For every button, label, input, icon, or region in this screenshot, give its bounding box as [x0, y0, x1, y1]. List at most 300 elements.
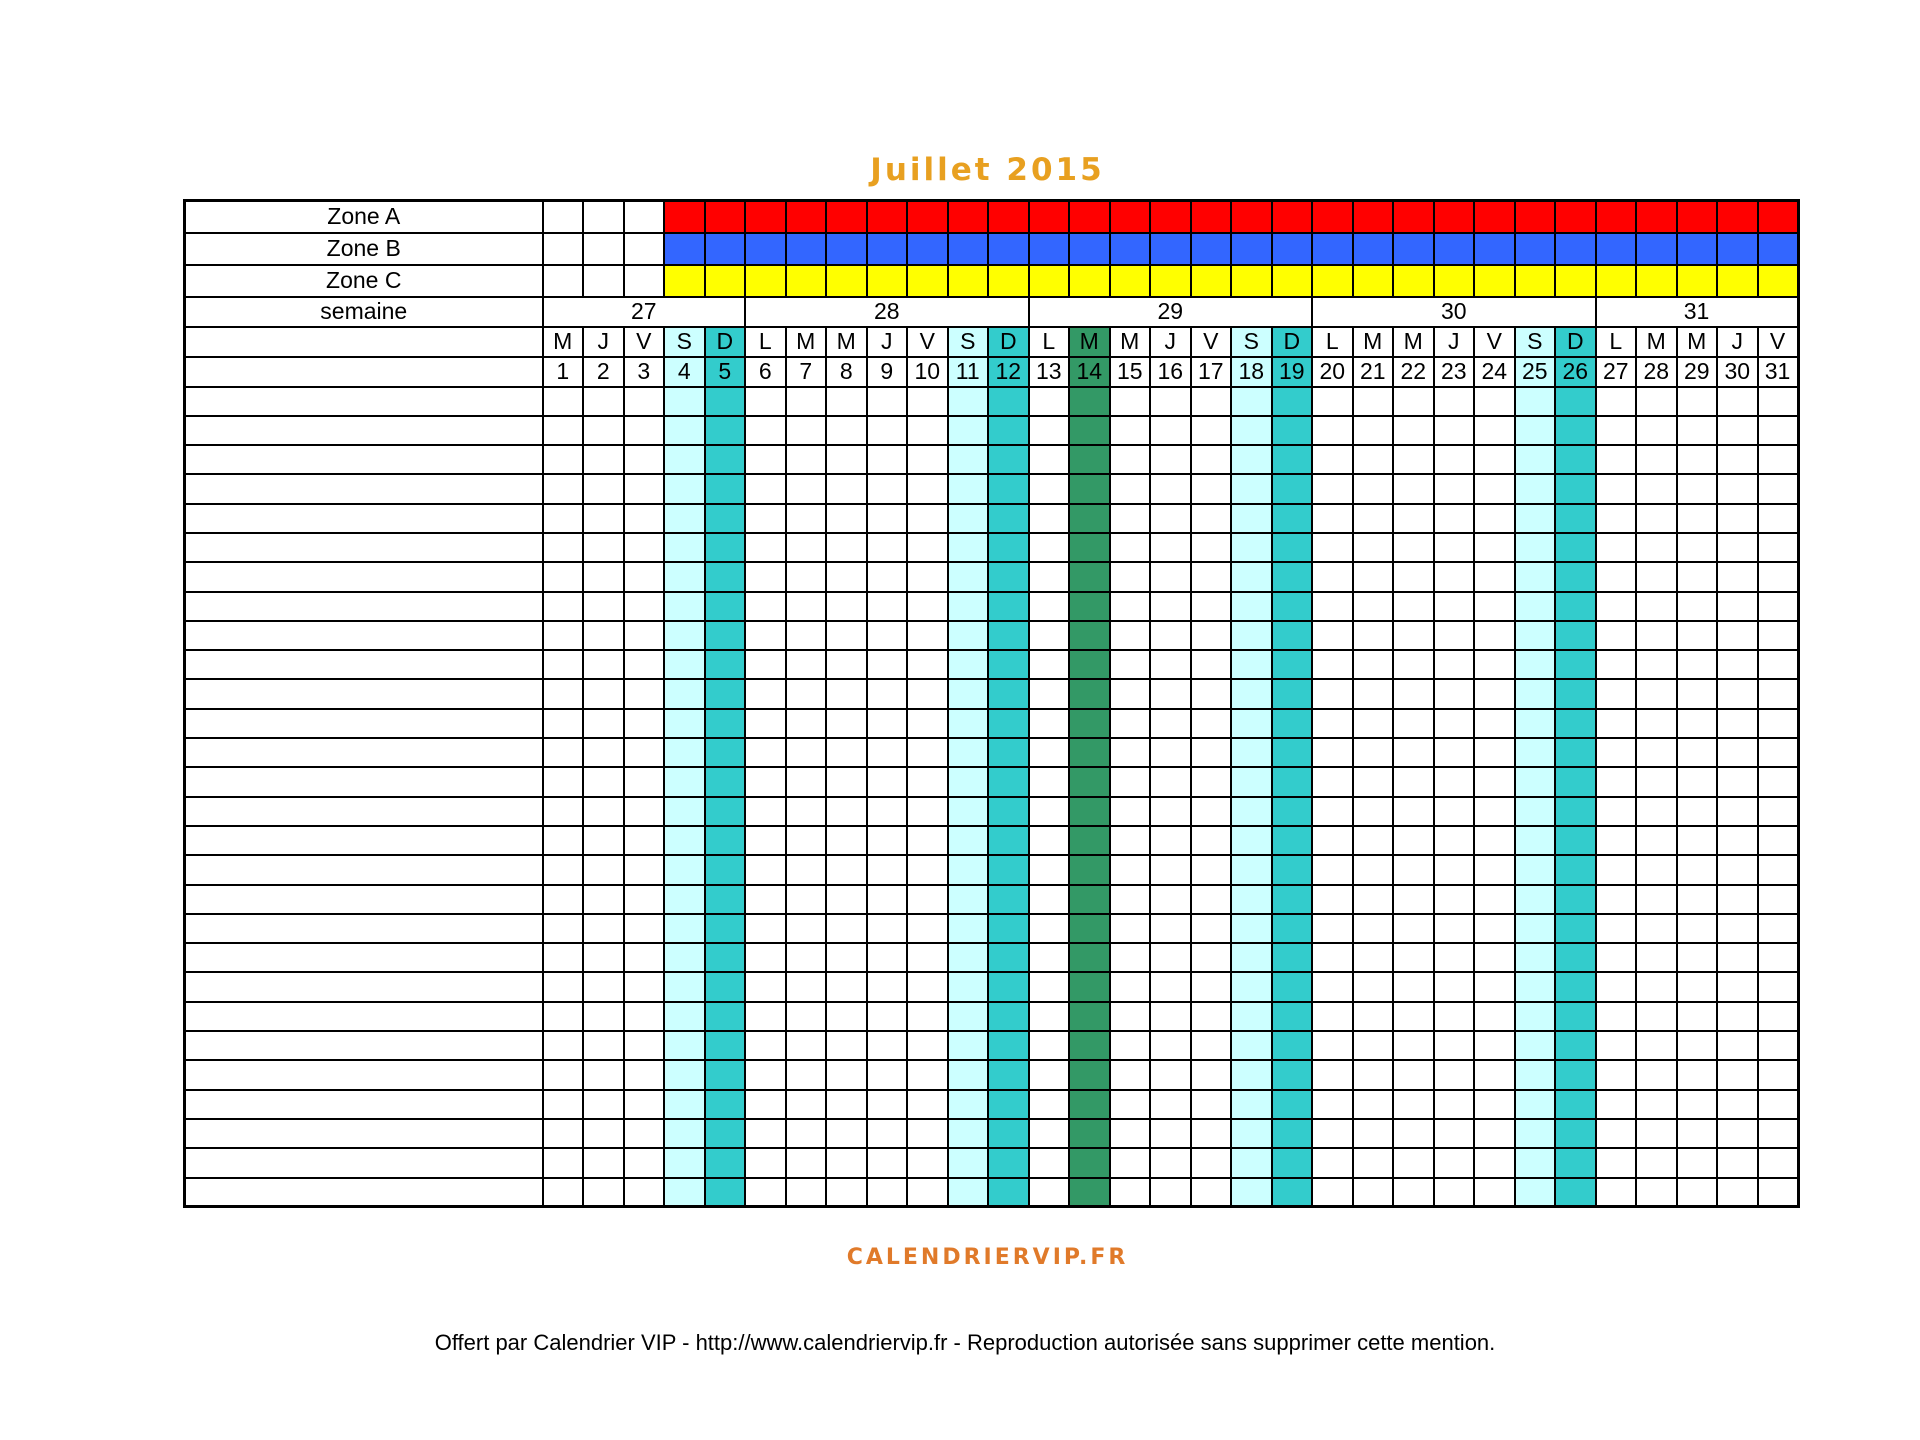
zone-label: Zone A	[185, 201, 543, 233]
day-cell	[1191, 445, 1232, 474]
day-cell	[1393, 1060, 1434, 1089]
day-cell	[1434, 562, 1475, 591]
day-cell	[1474, 621, 1515, 650]
day-cell	[988, 709, 1029, 738]
day-cell	[1474, 679, 1515, 708]
day-cell	[826, 592, 867, 621]
day-number: 15	[1110, 357, 1151, 387]
day-cell	[1393, 1119, 1434, 1148]
day-cell	[1231, 797, 1272, 826]
day-cell	[1231, 592, 1272, 621]
zone-day-cell	[1596, 233, 1637, 265]
day-cell	[1596, 914, 1637, 943]
week-number: 29	[1029, 297, 1313, 327]
day-cell	[1069, 972, 1110, 1001]
day-cell	[543, 650, 584, 679]
day-cell	[705, 1119, 746, 1148]
day-cell	[1474, 562, 1515, 591]
day-cell	[1150, 855, 1191, 884]
day-cell	[1029, 445, 1070, 474]
day-cell	[826, 797, 867, 826]
day-cell	[786, 650, 827, 679]
day-cell	[664, 709, 705, 738]
day-cell	[624, 826, 665, 855]
day-cell	[1353, 914, 1394, 943]
day-cell	[624, 445, 665, 474]
day-cell	[543, 1090, 584, 1119]
day-cell	[1758, 650, 1799, 679]
day-number: 19	[1272, 357, 1313, 387]
day-cell	[948, 621, 989, 650]
zone-day-cell	[907, 265, 948, 297]
day-cell	[1150, 943, 1191, 972]
day-cell	[745, 943, 786, 972]
zone-day-cell	[1393, 233, 1434, 265]
day-cell	[1110, 738, 1151, 767]
day-cell	[745, 1060, 786, 1089]
day-cell	[1353, 943, 1394, 972]
planning-row	[185, 533, 1799, 562]
day-cell	[664, 445, 705, 474]
day-cell	[1717, 709, 1758, 738]
day-cell	[1393, 650, 1434, 679]
day-cell	[1353, 1090, 1394, 1119]
day-cell	[786, 416, 827, 445]
day-cell	[1717, 1119, 1758, 1148]
day-cell	[1069, 885, 1110, 914]
day-cell	[1758, 416, 1799, 445]
planning-row	[185, 767, 1799, 796]
planning-row	[185, 972, 1799, 1001]
zone-day-cell	[624, 233, 665, 265]
day-cell	[1191, 504, 1232, 533]
day-letter: V	[1191, 327, 1232, 357]
day-cell	[867, 1060, 908, 1089]
day-cell	[543, 445, 584, 474]
day-cell	[1596, 592, 1637, 621]
row-label	[185, 1031, 543, 1060]
day-cell	[1717, 797, 1758, 826]
day-cell	[1231, 1148, 1272, 1177]
day-cell	[664, 504, 705, 533]
day-cell	[907, 533, 948, 562]
day-cell	[745, 709, 786, 738]
week-number: 28	[745, 297, 1029, 327]
day-cell	[1069, 1031, 1110, 1060]
day-cell	[1312, 1002, 1353, 1031]
day-number: 11	[948, 357, 989, 387]
day-cell	[1231, 943, 1272, 972]
day-cell	[1636, 679, 1677, 708]
day-cell	[1596, 1178, 1637, 1207]
day-cell	[1272, 621, 1313, 650]
day-cell	[1758, 855, 1799, 884]
day-cell	[1434, 1178, 1475, 1207]
day-cell	[1677, 914, 1718, 943]
day-cell	[1717, 767, 1758, 796]
page-title: Juillet 2015	[870, 152, 1105, 188]
day-cell	[1677, 1178, 1718, 1207]
day-cell	[1191, 943, 1232, 972]
planning-row	[185, 387, 1799, 416]
day-cell	[1110, 943, 1151, 972]
day-cell	[988, 855, 1029, 884]
day-cell	[1150, 592, 1191, 621]
day-cell	[786, 972, 827, 1001]
day-cell	[1434, 650, 1475, 679]
day-cell	[1312, 1178, 1353, 1207]
week-number: 31	[1596, 297, 1799, 327]
day-cell	[1758, 914, 1799, 943]
zone-day-cell	[1555, 265, 1596, 297]
day-cell	[1555, 1148, 1596, 1177]
day-cell	[988, 885, 1029, 914]
planning-row	[185, 1090, 1799, 1119]
day-cell	[1393, 679, 1434, 708]
day-cell	[624, 1031, 665, 1060]
day-cell	[948, 445, 989, 474]
day-cell	[705, 797, 746, 826]
planning-row	[185, 416, 1799, 445]
day-cell	[664, 679, 705, 708]
day-cell	[583, 387, 624, 416]
day-cell	[1555, 1178, 1596, 1207]
day-cell	[786, 533, 827, 562]
day-cell	[543, 972, 584, 1001]
day-cell	[1069, 1060, 1110, 1089]
day-cell	[1596, 826, 1637, 855]
week-label: semaine	[185, 297, 543, 327]
day-cell	[1515, 709, 1556, 738]
zone-day-cell	[1312, 201, 1353, 233]
day-cell	[1717, 885, 1758, 914]
day-cell	[1677, 1002, 1718, 1031]
day-cell	[1353, 1119, 1394, 1148]
day-cell	[1272, 1031, 1313, 1060]
day-cell	[1596, 709, 1637, 738]
zone-day-cell	[1231, 265, 1272, 297]
day-cell	[1191, 885, 1232, 914]
brand-text: CALENDRIERVIP.FR	[846, 1245, 1129, 1270]
day-cell	[1029, 885, 1070, 914]
day-cell	[1029, 562, 1070, 591]
day-cell	[1312, 972, 1353, 1001]
zone-day-cell	[1474, 201, 1515, 233]
day-cell	[1393, 504, 1434, 533]
day-cell	[988, 914, 1029, 943]
day-cell	[1717, 474, 1758, 503]
day-cell	[1110, 1148, 1151, 1177]
day-cell	[1677, 621, 1718, 650]
planning-row	[185, 826, 1799, 855]
day-cell	[1272, 855, 1313, 884]
zone-day-cell	[1555, 233, 1596, 265]
day-cell	[1353, 767, 1394, 796]
day-cell	[1515, 885, 1556, 914]
zone-day-cell	[948, 265, 989, 297]
day-cell	[1758, 767, 1799, 796]
zone-day-cell	[907, 201, 948, 233]
day-cell	[1272, 738, 1313, 767]
day-cell	[1474, 885, 1515, 914]
row-label	[185, 621, 543, 650]
day-number: 29	[1677, 357, 1718, 387]
day-cell	[786, 738, 827, 767]
day-cell	[1069, 592, 1110, 621]
day-letter: S	[1231, 327, 1272, 357]
day-cell	[1596, 855, 1637, 884]
day-cell	[1353, 885, 1394, 914]
zone-day-cell	[867, 233, 908, 265]
day-cell	[583, 562, 624, 591]
day-cell	[1474, 914, 1515, 943]
day-cell	[826, 416, 867, 445]
day-cell	[826, 1148, 867, 1177]
day-cell	[907, 1119, 948, 1148]
day-cell	[1434, 474, 1475, 503]
day-cell	[624, 943, 665, 972]
day-cell	[1312, 533, 1353, 562]
day-cell	[1393, 1090, 1434, 1119]
day-cell	[664, 592, 705, 621]
day-cell	[664, 533, 705, 562]
day-cell	[1474, 943, 1515, 972]
row-label	[185, 797, 543, 826]
zone-day-cell	[1555, 201, 1596, 233]
zone-day-cell	[543, 265, 584, 297]
day-cell	[583, 650, 624, 679]
day-cell	[1353, 504, 1394, 533]
day-cell	[1636, 943, 1677, 972]
day-cell	[1029, 621, 1070, 650]
day-cell	[1677, 416, 1718, 445]
day-cell	[1231, 709, 1272, 738]
day-cell	[1069, 621, 1110, 650]
day-cell	[745, 767, 786, 796]
day-cell	[1272, 1148, 1313, 1177]
day-cell	[786, 826, 827, 855]
day-cell	[1191, 562, 1232, 591]
row-label	[185, 592, 543, 621]
day-cell	[1555, 1090, 1596, 1119]
day-cell	[583, 504, 624, 533]
day-cell	[1555, 387, 1596, 416]
day-cell	[786, 885, 827, 914]
day-cell	[1474, 1178, 1515, 1207]
day-cell	[786, 621, 827, 650]
row-label	[185, 767, 543, 796]
day-cell	[1231, 767, 1272, 796]
day-cell	[1434, 914, 1475, 943]
day-cell	[705, 1060, 746, 1089]
day-cell	[1474, 416, 1515, 445]
planning-row	[185, 562, 1799, 591]
planning-row	[185, 1148, 1799, 1177]
day-cell	[664, 767, 705, 796]
zone-day-cell	[1353, 233, 1394, 265]
day-cell	[1272, 885, 1313, 914]
day-cell	[1110, 679, 1151, 708]
day-cell	[1353, 621, 1394, 650]
day-cell	[988, 767, 1029, 796]
day-cell	[1717, 1090, 1758, 1119]
day-cell	[1555, 504, 1596, 533]
day-cell	[1393, 1031, 1434, 1060]
day-cell	[705, 533, 746, 562]
day-cell	[786, 679, 827, 708]
day-cell	[624, 738, 665, 767]
day-number: 1	[543, 357, 584, 387]
day-cell	[745, 972, 786, 1001]
day-cell	[1758, 1090, 1799, 1119]
day-cell	[1393, 738, 1434, 767]
day-cell	[1677, 533, 1718, 562]
day-cell	[1717, 592, 1758, 621]
day-cell	[1150, 562, 1191, 591]
day-cell	[907, 826, 948, 855]
day-cell	[745, 679, 786, 708]
day-letter-row	[185, 327, 1799, 357]
day-cell	[583, 474, 624, 503]
day-cell	[988, 943, 1029, 972]
day-cell	[1434, 1119, 1475, 1148]
day-cell	[1191, 650, 1232, 679]
zone-day-cell	[583, 201, 624, 233]
day-letter: D	[1272, 327, 1313, 357]
day-cell	[583, 533, 624, 562]
day-cell	[907, 387, 948, 416]
day-cell	[543, 1178, 584, 1207]
day-cell	[1069, 855, 1110, 884]
day-cell	[826, 767, 867, 796]
day-cell	[1353, 1178, 1394, 1207]
day-cell	[907, 445, 948, 474]
day-cell	[1474, 738, 1515, 767]
zone-day-cell	[624, 265, 665, 297]
zone-day-cell	[1272, 233, 1313, 265]
day-cell	[786, 1148, 827, 1177]
day-cell	[1677, 1031, 1718, 1060]
day-cell	[1717, 533, 1758, 562]
day-cell	[1555, 1002, 1596, 1031]
day-cell	[1474, 650, 1515, 679]
day-cell	[1069, 914, 1110, 943]
day-cell	[1231, 474, 1272, 503]
row-label	[185, 387, 543, 416]
day-letter: L	[1312, 327, 1353, 357]
day-cell	[1555, 943, 1596, 972]
day-cell	[1393, 562, 1434, 591]
day-cell	[826, 562, 867, 591]
day-cell	[1110, 826, 1151, 855]
day-cell	[1758, 445, 1799, 474]
day-cell	[1636, 533, 1677, 562]
zone-day-cell	[1272, 265, 1313, 297]
day-letter: M	[1677, 327, 1718, 357]
day-cell	[1636, 972, 1677, 1001]
day-cell	[1636, 416, 1677, 445]
day-number: 28	[1636, 357, 1677, 387]
day-cell	[624, 387, 665, 416]
day-cell	[745, 592, 786, 621]
zone-day-cell	[1596, 265, 1637, 297]
zone-day-cell	[664, 265, 705, 297]
day-cell	[948, 972, 989, 1001]
day-cell	[1029, 1119, 1070, 1148]
day-cell	[1353, 416, 1394, 445]
day-cell	[1596, 1148, 1637, 1177]
day-cell	[1029, 1090, 1070, 1119]
day-cell	[867, 972, 908, 1001]
day-cell	[1231, 1119, 1272, 1148]
day-number: 14	[1069, 357, 1110, 387]
day-cell	[1434, 709, 1475, 738]
day-letter: S	[664, 327, 705, 357]
row-label	[185, 709, 543, 738]
day-cell	[1312, 826, 1353, 855]
day-cell	[745, 1148, 786, 1177]
day-cell	[1150, 826, 1191, 855]
day-cell	[1353, 1060, 1394, 1089]
day-cell	[745, 1090, 786, 1119]
day-cell	[1596, 1031, 1637, 1060]
day-cell	[624, 621, 665, 650]
day-cell	[1110, 855, 1151, 884]
day-number-row	[185, 357, 1799, 387]
day-cell	[1677, 679, 1718, 708]
zone-day-cell	[1231, 201, 1272, 233]
zone-day-cell	[1758, 201, 1799, 233]
day-cell	[1677, 1119, 1718, 1148]
day-cell	[1312, 621, 1353, 650]
day-cell	[907, 416, 948, 445]
day-cell	[1110, 387, 1151, 416]
day-cell	[867, 387, 908, 416]
day-cell	[1110, 1119, 1151, 1148]
day-cell	[1758, 533, 1799, 562]
day-cell	[907, 767, 948, 796]
day-cell	[624, 709, 665, 738]
day-cell	[1312, 1031, 1353, 1060]
day-cell	[1110, 797, 1151, 826]
day-cell	[1029, 592, 1070, 621]
planning-row	[185, 885, 1799, 914]
zone-day-cell	[1474, 265, 1515, 297]
zone-day-cell	[1636, 201, 1677, 233]
day-cell	[867, 474, 908, 503]
day-cell	[1434, 592, 1475, 621]
zone-day-cell	[1191, 233, 1232, 265]
day-cell	[543, 914, 584, 943]
day-cell	[907, 679, 948, 708]
day-cell	[786, 1090, 827, 1119]
day-cell	[867, 1178, 908, 1207]
day-cell	[1596, 885, 1637, 914]
day-cell	[1029, 1002, 1070, 1031]
day-cell	[1069, 1090, 1110, 1119]
day-cell	[1150, 416, 1191, 445]
day-cell	[1150, 533, 1191, 562]
day-cell	[867, 679, 908, 708]
zone-day-cell	[583, 265, 624, 297]
day-cell	[948, 1148, 989, 1177]
day-cell	[1393, 1002, 1434, 1031]
zone-day-cell	[988, 265, 1029, 297]
day-cell	[988, 1090, 1029, 1119]
day-cell	[1717, 943, 1758, 972]
day-cell	[1353, 474, 1394, 503]
zone-day-cell	[1758, 265, 1799, 297]
